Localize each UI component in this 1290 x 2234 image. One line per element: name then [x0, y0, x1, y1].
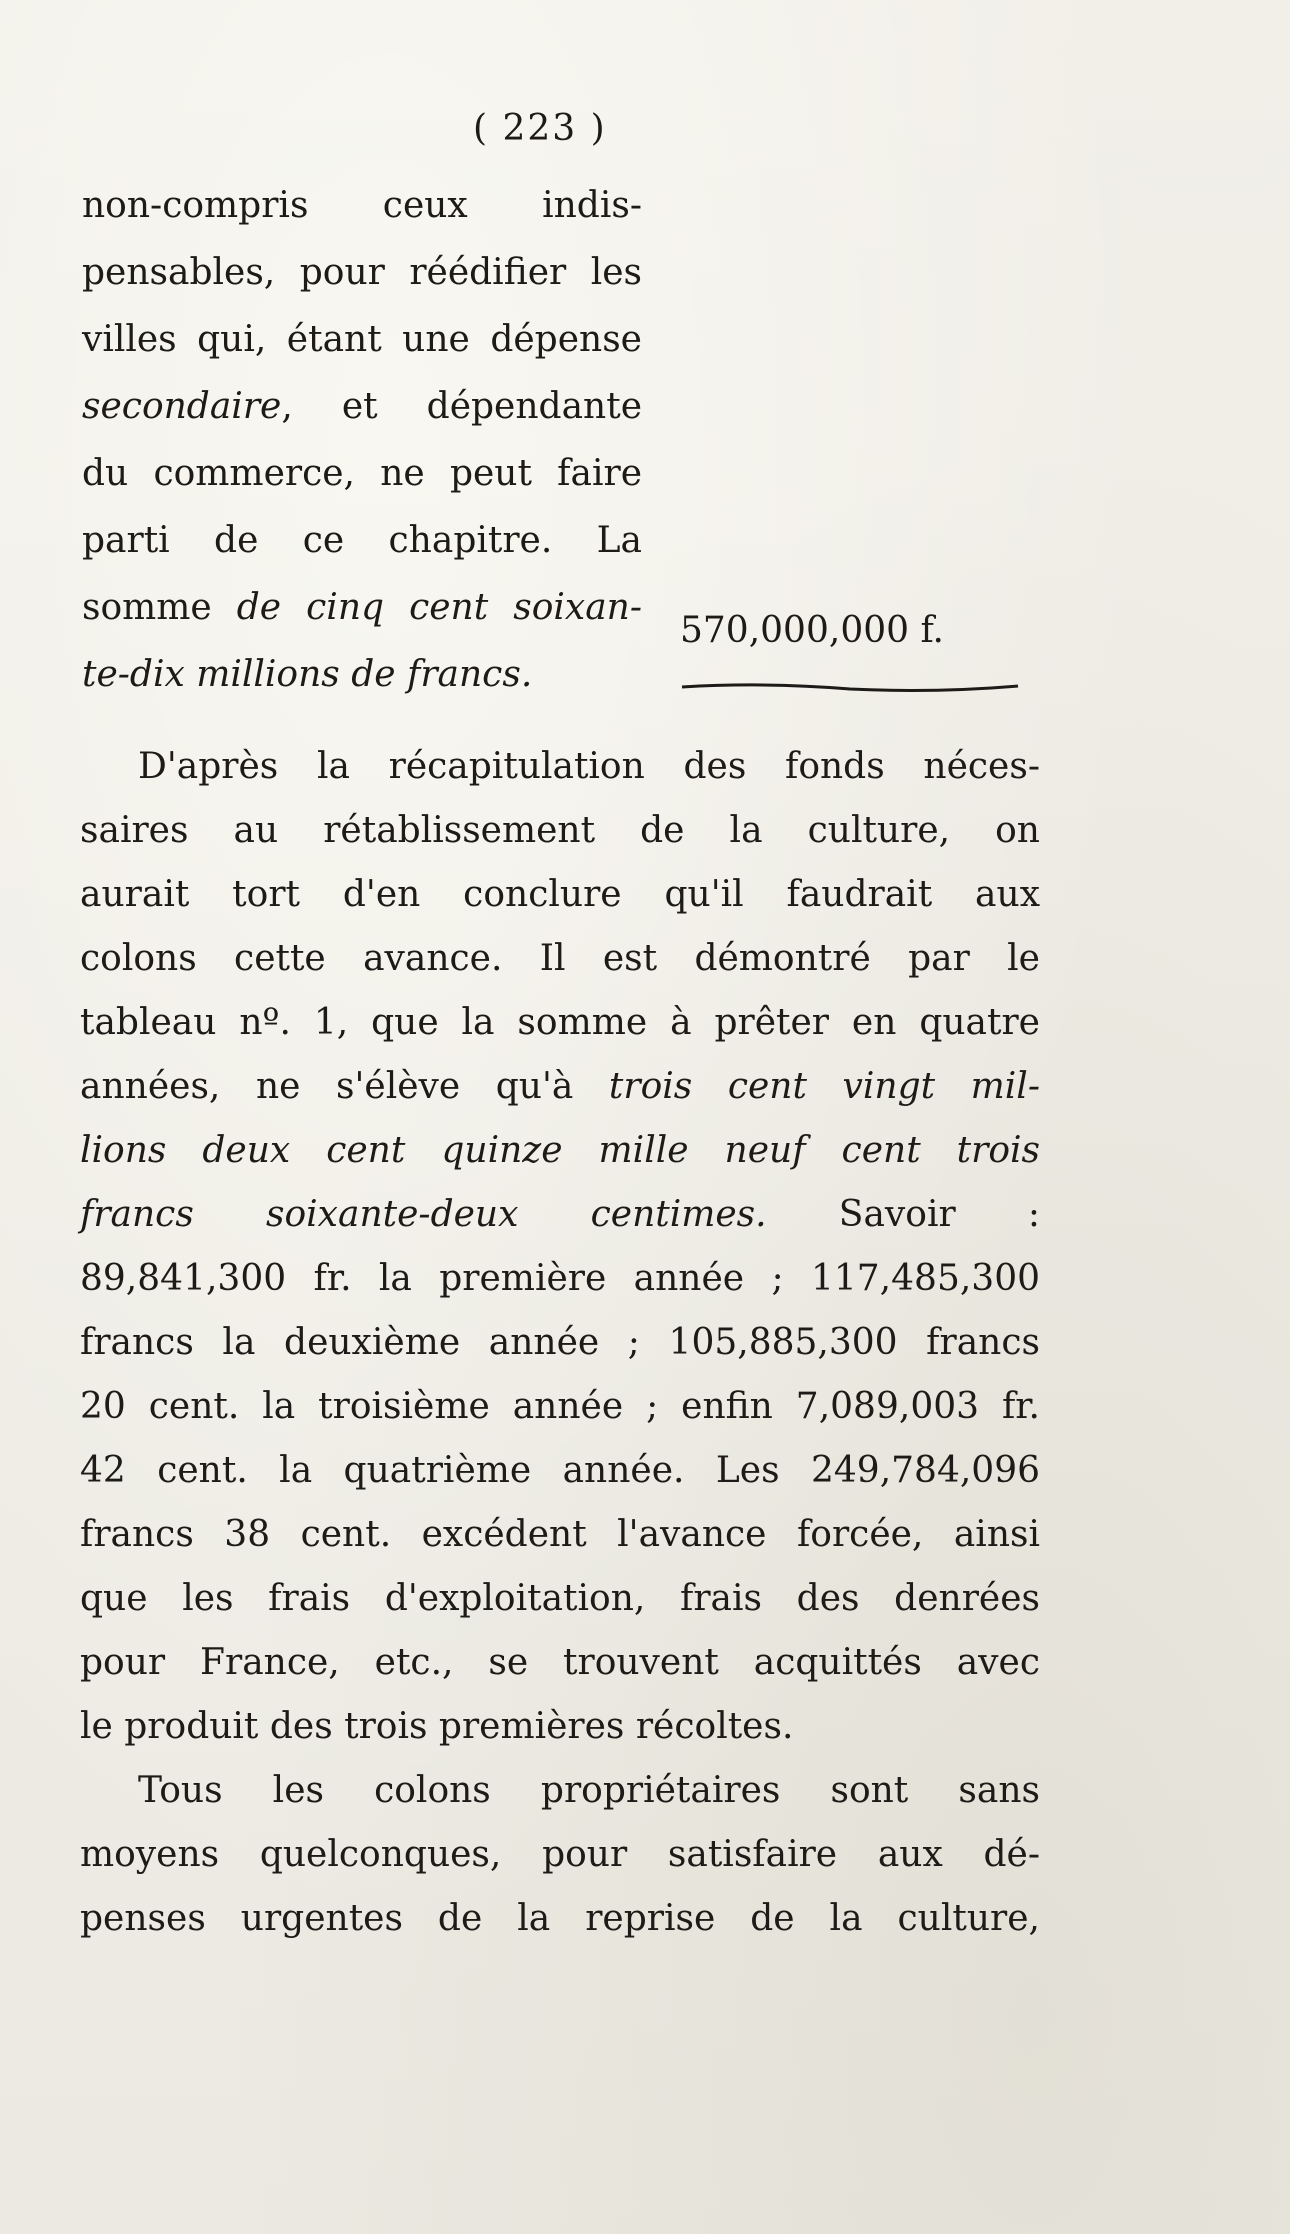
column-line: somme de cinq cent soixan-	[82, 587, 643, 628]
text-line: francs 38 cent. excédent l'avance forcée, ainsi	[80, 1514, 1040, 1555]
page-number: ( 223 )	[473, 108, 607, 149]
text-line: tableau nº. 1, que la somme à prêter en quatre	[80, 1002, 1040, 1043]
text-line: aurait tort d'en conclure qu'il faudrait aux	[80, 874, 1040, 915]
text-line: penses urgentes de la reprise de la culture,	[80, 1898, 1040, 1939]
text-line: moyens quelconques, pour satisfaire aux dé-	[80, 1834, 1040, 1875]
column-line: villes qui, étant une dépense	[82, 319, 642, 360]
text-line: années, ne s'élève qu'à trois cent vingt mil-	[80, 1066, 1040, 1107]
text-line: saires au rétablissement de la culture, on	[80, 810, 1040, 851]
text-line: francs soixante-deux centimes. Savoir :	[80, 1194, 1040, 1235]
text-line: le produit des trois premières récoltes.	[80, 1706, 794, 1747]
text-line: lions deux cent quinze mille neuf cent trois	[80, 1130, 1040, 1171]
left-column-text	[82, 172, 642, 708]
body-text	[80, 735, 1040, 1951]
decorative-rule	[680, 680, 1020, 694]
text-line: pour France, etc., se trouvent acquittés avec	[80, 1642, 1040, 1683]
column-line: parti de ce chapitre. La	[82, 520, 642, 561]
text-line: 20 cent. la troisième année ; enfin 7,089,003 fr.	[80, 1386, 1040, 1427]
column-line: secondaire, et dépendante	[82, 386, 642, 427]
text-line: D'après la récapitulation des fonds néces-	[138, 746, 1040, 787]
show-through-text	[640, 160, 686, 355]
column-line: du commerce, ne peut faire	[82, 453, 642, 494]
total-amount: 570,000,000 f.	[680, 610, 944, 651]
text-line: que les frais d'exploitation, frais des denrées	[80, 1578, 1040, 1619]
text-line: Tous les colons propriétaires sont sans	[138, 1770, 1040, 1811]
column-line: pensables, pour réédifier les	[82, 252, 642, 293]
column-line: non-compris ceux indis-	[82, 185, 642, 226]
text-line: 89,841,300 fr. la première année ; 117,485,300	[80, 1258, 1040, 1299]
text-line: 42 cent. la quatrième année. Les 249,784,096	[80, 1450, 1040, 1491]
text-line: colons cette avance. Il est démontré par le	[80, 938, 1040, 979]
column-line: te-dix millions de francs.	[82, 654, 533, 695]
text-line: francs la deuxième année ; 105,885,300 francs	[80, 1322, 1040, 1363]
